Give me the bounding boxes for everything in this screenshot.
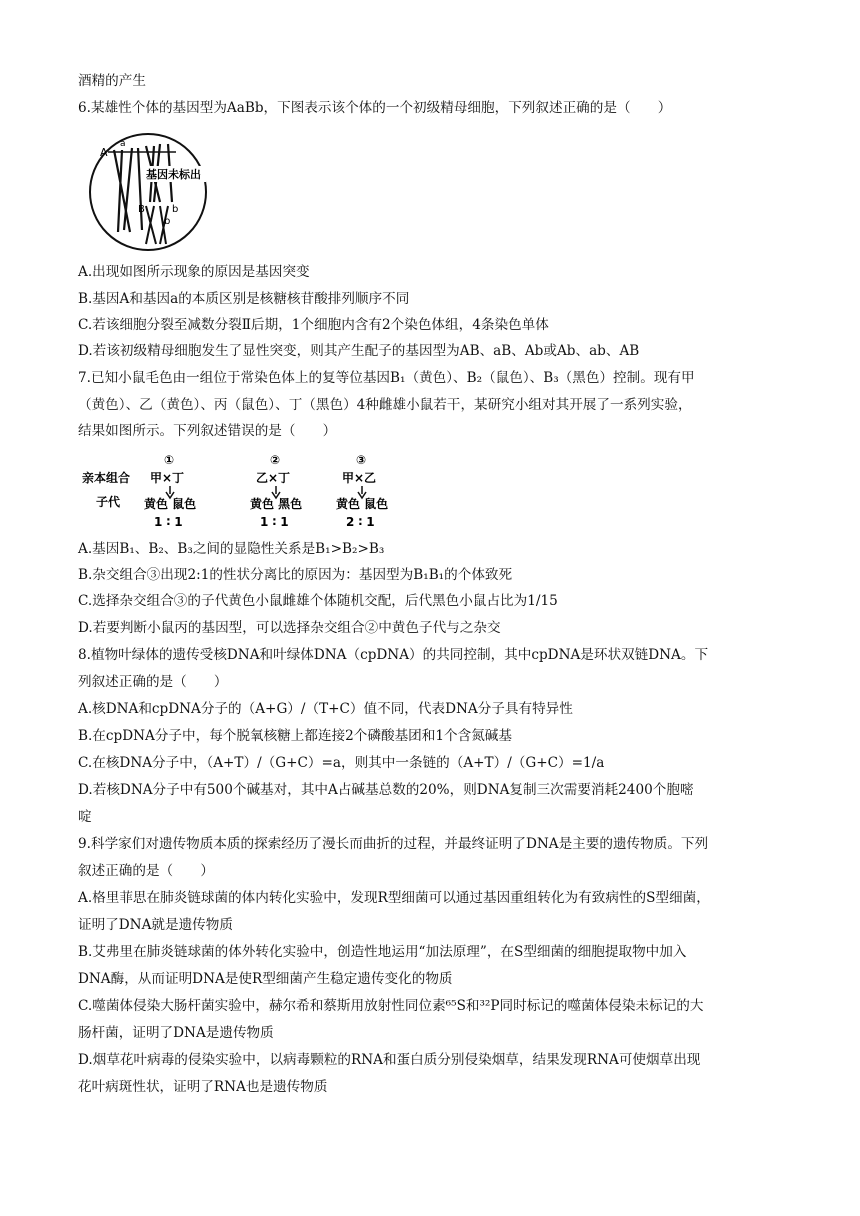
cross-ratio: 1 ∶ 1 [260,515,289,529]
cross-2 [250,453,302,529]
option-7c: C.选择杂交组合③的子代黄色小鼠雌雄个体随机交配，后代黑色小鼠占比为1/15 [78,593,558,609]
gene-label-B: B [138,204,145,215]
gene-label-b2: b [164,216,171,227]
cross-offspring: 黄色 黑色 [250,497,303,511]
question-8-stem: 8.植物叶绿体的遗传受核DNA和叶绿体DNA（cpDNA）的共同控制，其中cpDNA是环状双链DNA。下 [78,647,709,663]
cross-1 [144,453,196,529]
cross-figure [80,450,410,532]
option-9a-cont: 证明了DNA就是遗传物质 [78,917,233,933]
cross-ratio: 1 ∶ 1 [154,515,183,529]
question-7-stem: 7.已知小鼠毛色由一组位于常染色体上的复等位基因B₁（黄色）、B₂（鼠色）、B₃（黑色）控制。现有甲 [78,370,695,386]
option-7b: B.杂交组合③出现2:1的性状分离比的原因为：基因型为B₁B₁的个体致死 [78,567,513,583]
question-9-stem-2: 叙述正确的是（ ） [78,863,214,879]
option-8d-cont: 啶 [78,809,92,825]
gene-label-a: a [120,139,126,149]
cross-offspring: 黄色 鼠色 [336,497,389,511]
option-8d: D.若核DNA分子中有500个碱基对，其中A占碱基总数的20%，则DNA复制三次需要消耗2400个胞嘧 [78,782,694,798]
question-9-stem: 9.科学家们对遗传物质本质的探索经历了漫长而曲折的过程，并最终证明了DNA是主要的遗传物质。下列 [78,836,709,852]
cross-offspring: 黄色 鼠色 [144,497,197,511]
question-7-stem-2: （黄色）、乙（黄色）、丙（鼠色）、丁（黑色）4种雌雄小鼠若干，某研究小组对其开展了一系列实验， [78,397,692,413]
option-9b: B.艾弗里在肺炎链球菌的体外转化实验中，创造性地运用“加法原理”，在S型细菌的细胞提取物中加入 [78,944,687,960]
gene-label-b: b [172,204,179,215]
question-7-stem-3: 结果如图所示。下列叙述错误的是（ ） [78,423,337,439]
question-8-stem-2: 列叙述正确的是（ ） [78,674,228,690]
option-6a: A.出现如图所示现象的原因是基因突变 [78,264,310,280]
option-7a: A.基因B₁、B₂、B₃之间的显隐性关系是B₁>B₂>B₃ [78,541,385,557]
option-9c: C.噬菌体侵染大肠杆菌实验中，赫尔希和蔡斯用放射性同位素⁶⁵S和³²P同时标记的噬菌体侵染未标记的大 [78,998,704,1014]
spermatocyte-figure [80,132,220,252]
text-line: 酒精的产生 [78,73,146,89]
cross-number: ③ [356,453,367,467]
option-9d-cont: 花叶病斑性状，证明了RNA也是遗传物质 [78,1079,328,1095]
option-6c: C.若该细胞分裂至减数分裂Ⅱ后期，1个细胞内含有2个染色体组，4条染色单体 [78,317,549,333]
cross-3 [336,453,388,529]
option-6d: D.若该初级精母细胞发生了显性突变，则其产生配子的基因型为AB、aB、Ab或Ab、ab、AB [78,343,640,359]
option-9d: D.烟草花叶病毒的侵染实验中，以病毒颗粒的RNA和蛋白质分别侵染烟草，结果发现RNA可使烟草出现 [78,1052,701,1068]
cross-number: ① [164,453,175,467]
option-9c-cont: 肠杆菌，证明了DNA是遗传物质 [78,1025,274,1041]
cross-ratio: 2 ∶ 1 [346,515,375,529]
option-9a: A.格里菲思在肺炎链球菌的体内转化实验中，发现R型细菌可以通过基因重组转化为有致病性的S型细菌， [78,890,710,906]
option-6b: B.基因A和基因a的本质区别是核糖核苷酸排列顺序不同 [78,291,410,307]
option-8b: B.在cpDNA分子中，每个脱氧核糖上都连接2个磷酸基团和1个含氮碱基 [78,728,512,744]
cross-parents: 乙×丁 [256,471,291,485]
option-8c: C.在核DNA分子中，（A+T）/（G+C）=a，则其中一条链的（A+T）/（G+C）=1/a [78,755,605,771]
cross-parents: 甲×丁 [150,471,185,485]
option-7d: D.若要判断小鼠丙的基因型，可以选择杂交组合②中黄色子代与之杂交 [78,620,501,636]
question-6-stem: 6.某雄性个体的基因型为AaBb，下图表示该个体的一个初级精母细胞，下列叙述正确的是（ ） [78,100,672,116]
cross-parents: 甲×乙 [342,471,377,485]
figure-note: 基因未标出 [146,168,201,181]
cross-number: ② [270,453,281,467]
gene-label-A: A [100,146,108,159]
row-label-offspring: 子代 [96,495,121,509]
row-label-parents: 亲本组合 [82,471,131,485]
option-9b-cont: DNA酶，从而证明DNA是使R型细菌产生稳定遗传变化的物质 [78,971,453,987]
option-8a: A.核DNA和cpDNA分子的（A+G）/（T+C）值不同，代表DNA分子具有特异性 [78,701,573,717]
